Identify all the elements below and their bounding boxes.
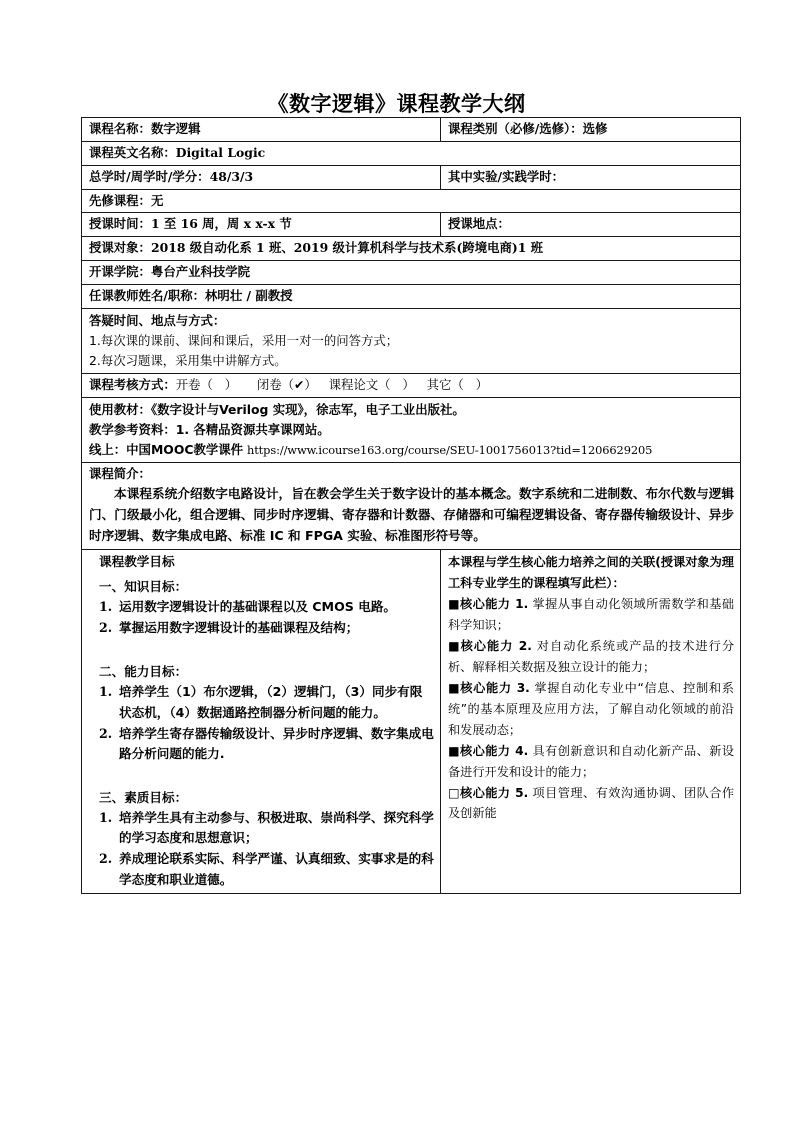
table-row-assessment	[82, 374, 741, 398]
competency-item	[448, 741, 734, 783]
intro-body	[89, 484, 734, 547]
audience-value: 2018 级自动化系 1 班、2019 级计算机科学与技术系(跨境电商)1 班	[150, 240, 544, 256]
prereq-value: 无	[150, 192, 164, 208]
cell-course-type	[441, 118, 741, 142]
course-name-value: 数字逻辑	[150, 121, 201, 136]
competency-item	[448, 783, 734, 825]
online-course-link[interactable]: https://www.icourse163.org/course/SEU-1001756013?tid=1206629205	[246, 443, 653, 458]
list-number: 1.	[99, 810, 113, 826]
competency-name: 核心能力 2.	[460, 638, 532, 653]
competency-item	[448, 678, 734, 741]
competency-text: 项目管理、有效沟通协调、团队合作及创新能	[448, 785, 735, 821]
reference-value: 1. 各精品资源共享课网站。	[175, 421, 330, 437]
cell-competencies	[441, 549, 741, 893]
cell-assessment	[82, 374, 741, 398]
list-number: 2.	[99, 620, 113, 636]
objectives-item	[99, 724, 434, 764]
college-label: 开课学院：	[89, 264, 151, 280]
table-row-teacher	[82, 284, 741, 308]
table-row-college	[82, 261, 741, 285]
competency-text: 对自动化系统或产品的技术进行分析、解释相关数据及独立设计的能力；	[448, 638, 735, 674]
objectives-item-text: 运用数字逻辑设计的基础课程以及 CMOS 电路。	[119, 598, 397, 614]
objectives-item	[99, 849, 434, 889]
assessment-label: 课程考核方式：	[89, 377, 176, 393]
college-value: 粤台产业科技学院	[150, 264, 251, 280]
competency-item	[448, 636, 734, 678]
qa-header: 答疑时间、地点与方式：	[89, 312, 226, 328]
table-row-qa	[82, 308, 741, 373]
objectives-section-title-2: 二、能力目标：	[99, 664, 188, 680]
objectives-item-text: 培养学生（1）布尔逻辑，（2）逻辑门，（3）同步有限状态机，（4）数据通路控制器分析问题的能力。	[119, 684, 423, 720]
objectives-item	[99, 808, 434, 848]
cell-intro	[82, 463, 741, 550]
table-row-hours	[82, 165, 741, 189]
competency-name: 核心能力 3.	[460, 680, 530, 695]
assessment-option-other-name: 其它	[426, 377, 452, 393]
assessment-option-closed-name: 闭卷	[256, 377, 282, 393]
syllabus-table	[81, 117, 741, 894]
list-number: 1.	[99, 598, 113, 614]
competency-name: 核心能力 1.	[459, 596, 529, 611]
cell-class-place	[441, 213, 741, 237]
table-row-intro	[82, 463, 741, 550]
qa-line-1: 1.每次课的课前、课间和课后，采用一对一的问答方式；	[89, 332, 399, 348]
competency-name: 核心能力 5.	[459, 785, 529, 800]
objectives-item-text: 培养学生寄存器传输级设计、异步时序逻辑、数字集成电路分析问题的能力.	[119, 725, 434, 761]
table-row-prereq	[82, 189, 741, 213]
objectives-item-text: 掌握运用数字逻辑设计的基础课程及结构；	[119, 620, 359, 636]
objectives-list-3	[99, 808, 434, 890]
objectives-item	[99, 682, 434, 722]
competencies-header: 本课程与学生核心能力培养之间的关联(授课对象为理工科专业学生的课程填写此栏）：	[448, 554, 734, 590]
hours-value: 48/3/3	[209, 168, 254, 184]
materials-reference-line	[89, 420, 734, 440]
objectives-spacer-1	[89, 639, 434, 656]
cell-objectives	[82, 549, 441, 893]
checkbox-filled-icon: ■	[448, 743, 460, 758]
checkbox-filled-icon: ■	[448, 680, 461, 695]
cell-teacher	[82, 284, 741, 308]
objectives-header: 课程教学目标	[99, 553, 175, 569]
competency-text: 具有创新意识和自动化新产品、新设备进行开发和设计的能力；	[448, 743, 735, 779]
objectives-list-2	[99, 682, 434, 764]
teacher-value: 林明壮 / 副教授	[205, 287, 293, 303]
table-row-english-name	[82, 141, 741, 165]
assessment-option-open-name: 开卷	[175, 377, 201, 393]
list-number: 2.	[99, 851, 113, 867]
table-row-course-name	[82, 118, 741, 142]
objectives-spacer-2	[89, 765, 434, 782]
objectives-section-title-1: 一、知识目标：	[99, 578, 188, 594]
objectives-section-title-3: 三、素质目标：	[99, 789, 188, 805]
intro-label: 课程简介：	[89, 466, 151, 482]
competency-item	[448, 594, 734, 636]
objectives-item	[99, 597, 434, 617]
cell-materials	[82, 397, 741, 462]
table-row-materials	[82, 397, 741, 462]
cell-english-name	[82, 141, 741, 165]
lab-hours-label: 其中实验/实践学时：	[448, 168, 565, 184]
cell-qa	[82, 308, 741, 373]
cell-college	[82, 261, 741, 285]
assessment-option-closed[interactable]: 闭卷（✔）	[256, 377, 317, 393]
intro-body-text: 本课程系统介绍数字电路设计，旨在教会学生关于数字设计的基本概念。数字系统和二进制数、布尔代数与逻辑门、门级最小化，组合逻辑、同步时序逻辑、寄存器和计数器、存储器和可编程逻辑设备、寄存器传输级设计、异步时序逻辑、数字集成电路、标准 IC 和 FPGA 实验、标准图形符号等。	[89, 486, 734, 543]
hours-label: 总学时/周学时/学分：	[89, 168, 210, 184]
checkbox-empty-icon: □	[448, 785, 460, 800]
prereq-label: 先修课程：	[89, 192, 151, 208]
qa-line-2: 2.每次习题课，采用集中讲解方式。	[89, 352, 287, 368]
checkbox-filled-icon: ■	[448, 596, 460, 611]
cell-lab-hours	[441, 165, 741, 189]
page-title: 《数字逻辑》课程教学大纲	[267, 91, 526, 116]
list-number: 2.	[99, 725, 113, 741]
cell-audience	[82, 237, 741, 261]
competency-text: 掌握从事自动化领域所需数学和基础科学知识；	[448, 596, 735, 632]
course-type-label: 课程类别（必修/选修）：	[448, 121, 583, 136]
class-place-label: 授课地点：	[448, 216, 510, 232]
competency-text: 掌握自动化专业中“信息、控制和系统”的基本原理及应用方法，了解自动化领域的前沿和发展动态；	[448, 680, 734, 737]
competency-name: 核心能力 4.	[459, 743, 529, 758]
table-row-class-time	[82, 213, 741, 237]
online-value: 中国MOOC教学课件	[126, 442, 244, 458]
assessment-option-paper[interactable]: 课程论文（ ）	[328, 377, 415, 393]
course-type-value: 选修	[582, 121, 608, 136]
teacher-label: 任课教师姓名/职称：	[89, 287, 206, 303]
class-time-label: 授课时间：	[89, 216, 151, 232]
english-name-label: 课程英文名称：	[89, 144, 176, 160]
list-number: 1.	[99, 684, 113, 700]
objectives-item	[99, 618, 434, 638]
objectives-list-1	[99, 597, 434, 638]
textbook-label: 使用教材：	[89, 401, 151, 417]
english-name-value: Digital Logic	[175, 144, 266, 160]
assessment-option-closed-mark: ✔	[294, 377, 305, 393]
table-row-audience	[82, 237, 741, 261]
cell-class-time	[82, 213, 441, 237]
cell-course-name	[82, 118, 441, 142]
materials-textbook-line	[89, 400, 734, 420]
assessment-option-paper-name: 课程论文	[328, 377, 379, 393]
textbook-value: 《数字设计与Verilog 实现》，徐志军，电子工业出版社。	[150, 401, 465, 417]
course-name-label: 课程名称：	[89, 121, 151, 136]
objectives-item-text: 养成理论联系实际、科学严谨、认真细致、实事求是的科学态度和职业道德。	[119, 851, 434, 887]
reference-label: 教学参考资料：	[89, 421, 176, 437]
assessment-option-open[interactable]: 开卷（ ）	[175, 377, 238, 393]
cell-prereq	[82, 189, 741, 213]
assessment-option-other[interactable]: 其它（ ）	[426, 377, 488, 393]
cell-hours	[82, 165, 441, 189]
materials-online-line	[89, 440, 734, 460]
class-time-value: 1 至 16 周，周 x x-x 节	[150, 216, 292, 232]
online-label: 线上：	[89, 442, 127, 458]
objectives-item-text: 培养学生具有主动参与、积极进取、崇尚科学、探究科学的学习态度和思想意识；	[119, 810, 434, 846]
audience-label: 授课对象：	[89, 240, 151, 256]
checkbox-filled-icon: ■	[448, 638, 461, 653]
table-row-objectives	[82, 549, 741, 893]
